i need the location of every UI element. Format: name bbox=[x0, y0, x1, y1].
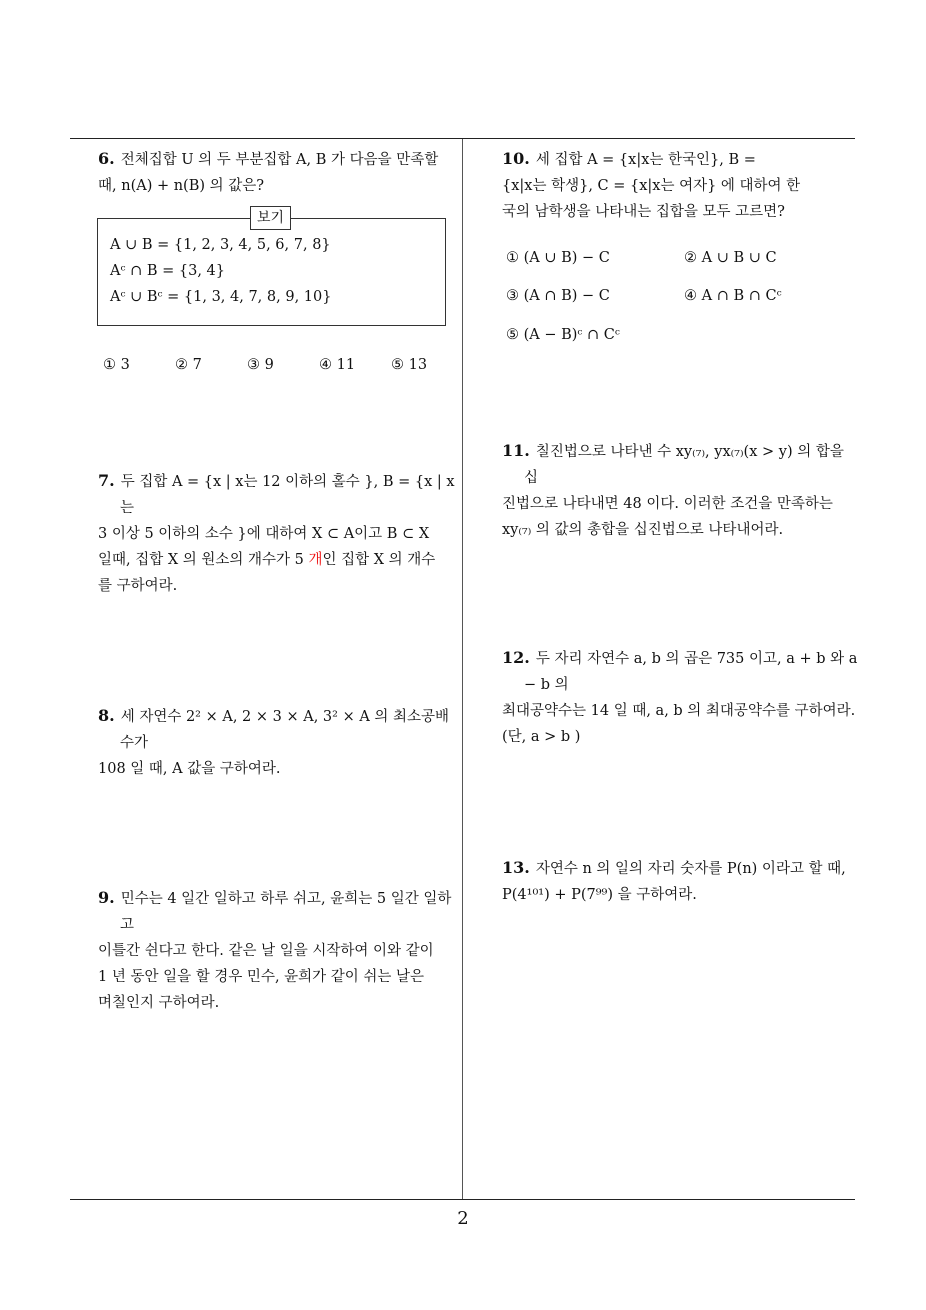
problem-6 bbox=[98, 146, 458, 199]
bogi-line: Aᶜ ∩ B = {3, 4} bbox=[110, 263, 226, 279]
problem-text-part: 인 집합 X 의 개수 bbox=[322, 552, 436, 568]
problem-7 bbox=[98, 468, 458, 599]
problem-number: 12. bbox=[502, 648, 530, 667]
problem-6-choices bbox=[103, 357, 463, 373]
choice-3[interactable]: ③ (A ∩ B) − C bbox=[506, 288, 610, 304]
bogi-label: 보기 bbox=[250, 206, 291, 230]
problem-11 bbox=[502, 438, 858, 543]
problem-text: 국의 남학생을 나타내는 집합을 모두 고르면? bbox=[502, 204, 785, 220]
bogi-line: A ∪ B = {1, 2, 3, 4, 5, 6, 7, 8} bbox=[110, 237, 331, 253]
problem-8 bbox=[98, 703, 458, 782]
problem-text: 전체집합 U 의 두 부분집합 A, B 가 다음을 만족할 bbox=[120, 152, 439, 168]
choice-3[interactable]: ③ 9 bbox=[247, 357, 274, 373]
problem-text: 두 집합 A = {x | x는 12 이하의 홀수 }, B = {x | x는 bbox=[120, 474, 455, 516]
choice-2[interactable]: ② A ∪ B ∪ C bbox=[684, 250, 777, 266]
bottom-rule bbox=[70, 1199, 855, 1200]
problem-text: 민수는 4 일간 일하고 하루 쉬고, 윤희는 5 일간 일하고 bbox=[120, 891, 452, 933]
page-number: 2 bbox=[457, 1208, 469, 1229]
choice-1[interactable]: ① (A ∪ B) − C bbox=[506, 250, 610, 266]
problem-text: 최대공약수는 14 일 때, a, b 의 최대공약수를 구하여라. bbox=[502, 703, 856, 719]
problem-number: 7. bbox=[98, 471, 115, 490]
problem-10 bbox=[502, 146, 858, 225]
problem-text: 자연수 n 의 일의 자리 숫자를 P(n) 이라고 할 때, bbox=[535, 861, 846, 877]
problem-number: 6. bbox=[98, 149, 115, 168]
problem-12 bbox=[502, 645, 858, 750]
problem-text: P(4¹⁰¹) + P(7⁹⁹) 을 구하여라. bbox=[502, 887, 697, 903]
problem-number: 13. bbox=[502, 858, 530, 877]
choice-1[interactable]: ① 3 bbox=[103, 357, 130, 373]
bogi-conditions bbox=[110, 232, 331, 310]
problem-text: 두 자리 자연수 a, b 의 곱은 735 이고, a + b 와 a − b 의 bbox=[524, 651, 858, 693]
problem-text: xy₍₇₎ 의 값의 총합을 십진법으로 나타내어라. bbox=[502, 522, 784, 538]
choice-2[interactable]: ② 7 bbox=[175, 357, 202, 373]
choice-5[interactable]: ⑤ (A − B)ᶜ ∩ Cᶜ bbox=[506, 327, 620, 343]
problem-13 bbox=[502, 855, 858, 908]
problem-text: 며칠인지 구하여라. bbox=[98, 995, 220, 1011]
problem-number: 8. bbox=[98, 706, 115, 725]
problem-number: 9. bbox=[98, 888, 115, 907]
problem-text: 진법으로 나타내면 48 이다. 이러한 조건을 만족하는 bbox=[502, 496, 833, 512]
problem-text: 칠진법으로 나타낸 수 xy₍₇₎, yx₍₇₎(x > y) 의 합을 십 bbox=[524, 444, 844, 486]
choice-5[interactable]: ⑤ 13 bbox=[391, 357, 428, 373]
choice-4[interactable]: ④ 11 bbox=[319, 357, 356, 373]
problem-9 bbox=[98, 885, 458, 1016]
problem-text: 이틀간 쉰다고 한다. 같은 날 일을 시작하여 이와 같이 bbox=[98, 943, 434, 959]
problem-text: {x|x는 학생}, C = {x|x는 여자} 에 대하여 한 bbox=[502, 178, 801, 194]
problem-text: 세 집합 A = {x|x는 한국인}, B = bbox=[535, 152, 756, 168]
problem-number: 10. bbox=[502, 149, 530, 168]
problem-text bbox=[98, 547, 458, 573]
problem-text: (단, a > b ) bbox=[502, 729, 581, 745]
problem-text: 를 구하여라. bbox=[98, 578, 178, 594]
bogi-line: Aᶜ ∪ Bᶜ = {1, 3, 4, 7, 8, 9, 10} bbox=[110, 289, 332, 305]
problem-text: 때, n(A) + n(B) 의 값은? bbox=[98, 178, 265, 194]
highlighted-word: 개 bbox=[308, 552, 323, 568]
choice-4[interactable]: ④ A ∩ B ∩ Cᶜ bbox=[684, 288, 782, 304]
problem-text: 세 자연수 2² × A, 2 × 3 × A, 3² × A 의 최소공배수가 bbox=[120, 709, 450, 751]
column-divider bbox=[462, 139, 463, 1200]
problem-number: 11. bbox=[502, 441, 530, 460]
problem-text: 1 년 동안 일을 할 경우 민수, 윤희가 같이 쉬는 날은 bbox=[98, 969, 425, 985]
problem-text: 108 일 때, A 값을 구하여라. bbox=[98, 761, 281, 777]
problem-text: 3 이상 5 이하의 소수 }에 대하여 X ⊂ A이고 B ⊂ X bbox=[98, 526, 430, 542]
problem-text-part: 일때, 집합 X 의 원소의 개수가 5 bbox=[98, 552, 304, 568]
